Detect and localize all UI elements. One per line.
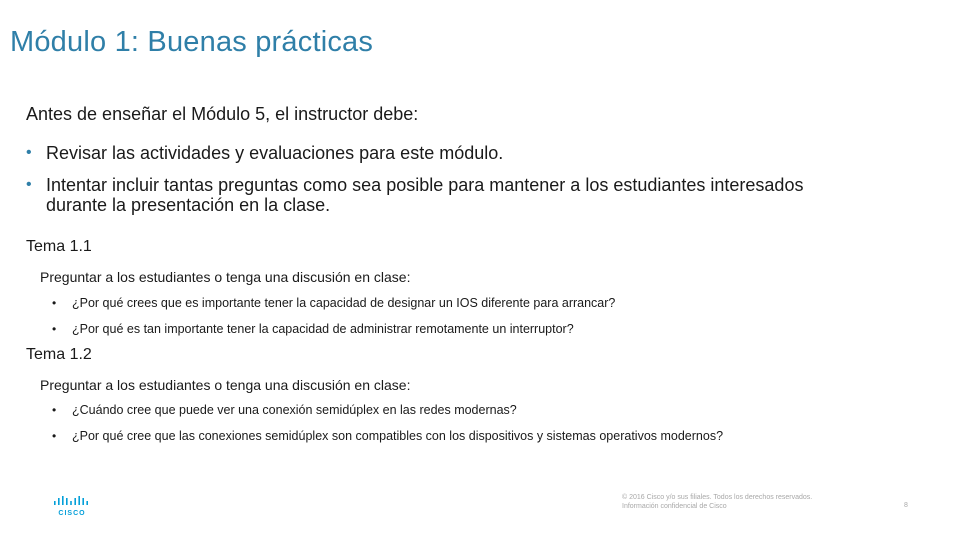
topic-heading: Tema 1.1 [26,238,92,255]
bullet-dot-icon: • [52,322,57,336]
question-list [52,403,932,455]
main-bullet-item [26,143,846,163]
main-bullet-list [26,143,846,227]
question-item [52,322,932,337]
main-bullet-text: Revisar las actividades y evaluaciones para este módulo. [46,143,504,163]
bullet-dot-icon: • [26,176,32,193]
topic-lead: Preguntar a los estudiantes o tenga una discusión en clase: [40,377,411,393]
topic-lead: Preguntar a los estudiantes o tenga una discusión en clase: [40,269,411,285]
copyright-notice [622,493,812,511]
main-bullet-item [26,175,846,215]
question-item [52,296,932,311]
confidential-line: Información confidencial de Cisco [622,503,727,510]
main-bullet-text: Intentar incluir tantas preguntas como sea posible para mantener a los estudiantes interesados durante la presentación en la clase. [46,175,804,215]
bullet-dot-icon: • [52,403,57,417]
question-text: ¿Por qué cree que las conexiones semidúplex son compatibles con los dispositivos y sistemas operativos modernos? [72,429,724,443]
slide-title: Módulo 1: Buenas prácticas [10,26,374,58]
bullet-dot-icon: • [52,429,57,443]
question-text: ¿Cuándo cree que puede ver una conexión semidúplex en las redes modernas? [72,403,517,417]
cisco-logo-text: CISCO [58,510,86,517]
bullet-dot-icon: • [52,296,57,310]
copyright-line: © 2016 Cisco y/o sus filiales. Todos los derechos reservados. [622,494,813,501]
page-number: 8 [904,502,908,509]
question-item [52,429,932,444]
question-text: ¿Por qué es tan importante tener la capacidad de administrar remotamente un interruptor? [72,322,574,336]
intro-text: Antes de enseñar el Módulo 5, el instructor debe: [26,104,419,124]
bullet-dot-icon: • [26,144,32,161]
topic-heading: Tema 1.2 [26,346,92,363]
question-text: ¿Por qué crees que es importante tener la capacidad de designar un IOS diferente para arrancar? [72,296,616,310]
question-list [52,296,932,348]
cisco-logo-icon [52,494,92,518]
question-item [52,403,932,418]
